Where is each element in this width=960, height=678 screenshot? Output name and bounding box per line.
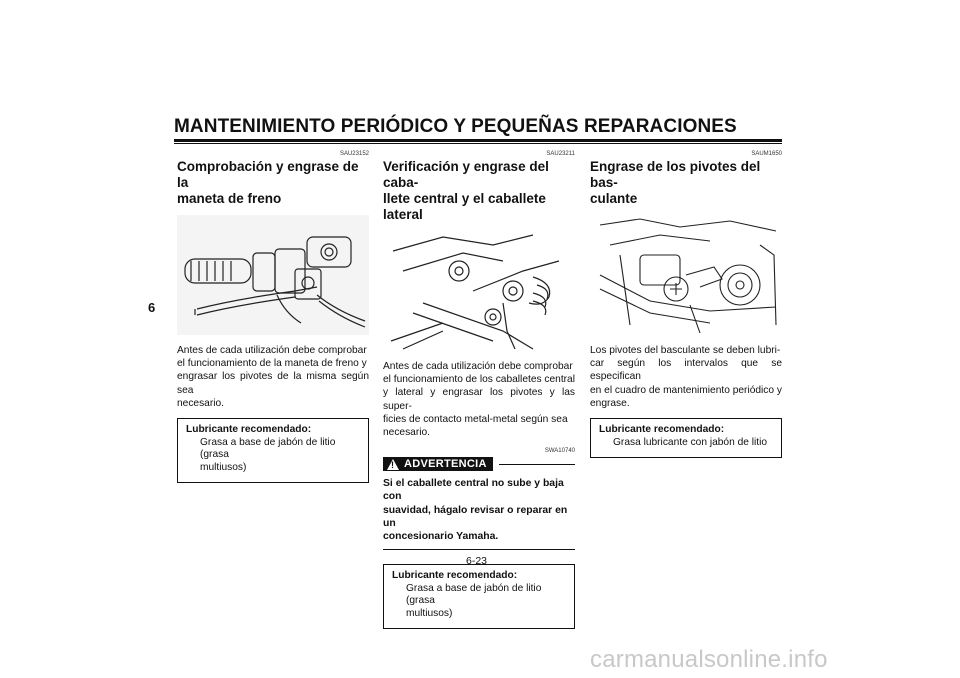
body-line: necesario.	[177, 397, 225, 409]
section-title-line: Engrase de los pivotes del bas-	[590, 159, 761, 190]
brake-lever-illustration	[177, 215, 369, 335]
lubricant-box	[590, 418, 782, 458]
warning-header	[383, 457, 575, 471]
section-title	[177, 159, 369, 207]
body-line: necesario.	[383, 427, 431, 439]
section-title-line: Verificación y engrase del caba-	[383, 159, 549, 190]
body-line: en el cuadro de mantenimiento periódico y	[590, 384, 782, 396]
warning-line: Si el caballete central no sube y baja con	[383, 478, 564, 503]
section-code: SAU23211	[546, 151, 575, 157]
lubricant-box	[177, 418, 369, 483]
section-title-line: culante	[590, 191, 638, 206]
warning-triangle-icon	[387, 459, 399, 470]
warning-line: suavidad, hágalo revisar o reparar en un	[383, 504, 568, 529]
lubricant-line: Grasa a base de jabón de litio (grasa	[406, 582, 542, 607]
page-number: 6-23	[466, 555, 488, 567]
warning-line: concesionario Yamaha.	[383, 531, 499, 543]
warning-badge	[383, 457, 493, 471]
lubricant-title: Lubricante recomendado:	[186, 424, 312, 436]
header-rule	[174, 139, 782, 142]
section-title	[383, 159, 575, 223]
lubricant-box	[383, 564, 575, 629]
section-body	[590, 344, 782, 410]
section-code: SAU23152	[339, 151, 369, 157]
section-code: SAUM1650	[751, 151, 782, 157]
watermark: carmanualsonline.info	[590, 646, 828, 673]
lubricant-line: Grasa lubricante con jabón de litio	[613, 436, 768, 448]
body-line: Antes de cada utilización debe comprobar	[383, 361, 573, 372]
warning-label: ADVERTENCIA	[404, 458, 487, 471]
lubricant-line: Grasa a base de jabón de litio (grasa	[200, 436, 336, 461]
lubricant-title: Lubricante recomendado:	[599, 424, 725, 436]
body-line: engrasar los pivotes de la misma según sea	[177, 371, 369, 396]
chapter-tab: 6	[148, 300, 156, 315]
section-body	[177, 344, 369, 410]
body-line: car según los intervalos que se especifican	[590, 358, 782, 383]
body-line: el funcionamiento de los caballetes central	[383, 374, 575, 386]
section-swingarm	[590, 150, 782, 458]
lubricant-line: multiusos)	[200, 461, 247, 473]
body-line: engrase.	[590, 397, 630, 409]
body-line: ficies de contacto metal-metal según sea	[383, 413, 568, 425]
section-title-line: Comprobación y engrase de la	[177, 159, 359, 190]
warning-text	[383, 477, 575, 543]
warning-code: SWA10740	[544, 448, 575, 455]
section-title-line: maneta de freno	[177, 191, 282, 206]
lubricant-title: Lubricante recomendado:	[392, 570, 518, 582]
header-rule-thin	[174, 143, 782, 144]
section-body	[383, 360, 575, 439]
section-brake-lever	[177, 150, 369, 483]
body-line: Antes de cada utilización debe comprobar	[177, 345, 367, 356]
section-title	[590, 159, 782, 207]
warning-end-rule	[383, 549, 575, 550]
warning-rule	[499, 464, 575, 465]
body-line: Los pivotes del basculante se deben lubri-	[590, 345, 781, 356]
section-title-line: llete central y el caballete lateral	[383, 191, 546, 222]
swingarm-illustration	[590, 215, 782, 335]
body-line: el funcionamiento de la maneta de freno y	[177, 358, 367, 370]
stand-illustration	[383, 231, 575, 351]
body-line: y lateral y engrasar los pivotes y las super-	[383, 387, 575, 412]
lubricant-line: multiusos)	[406, 607, 453, 619]
page-header-title: MANTENIMIENTO PERIÓDICO Y PEQUEÑAS REPARACIONES	[174, 116, 737, 137]
